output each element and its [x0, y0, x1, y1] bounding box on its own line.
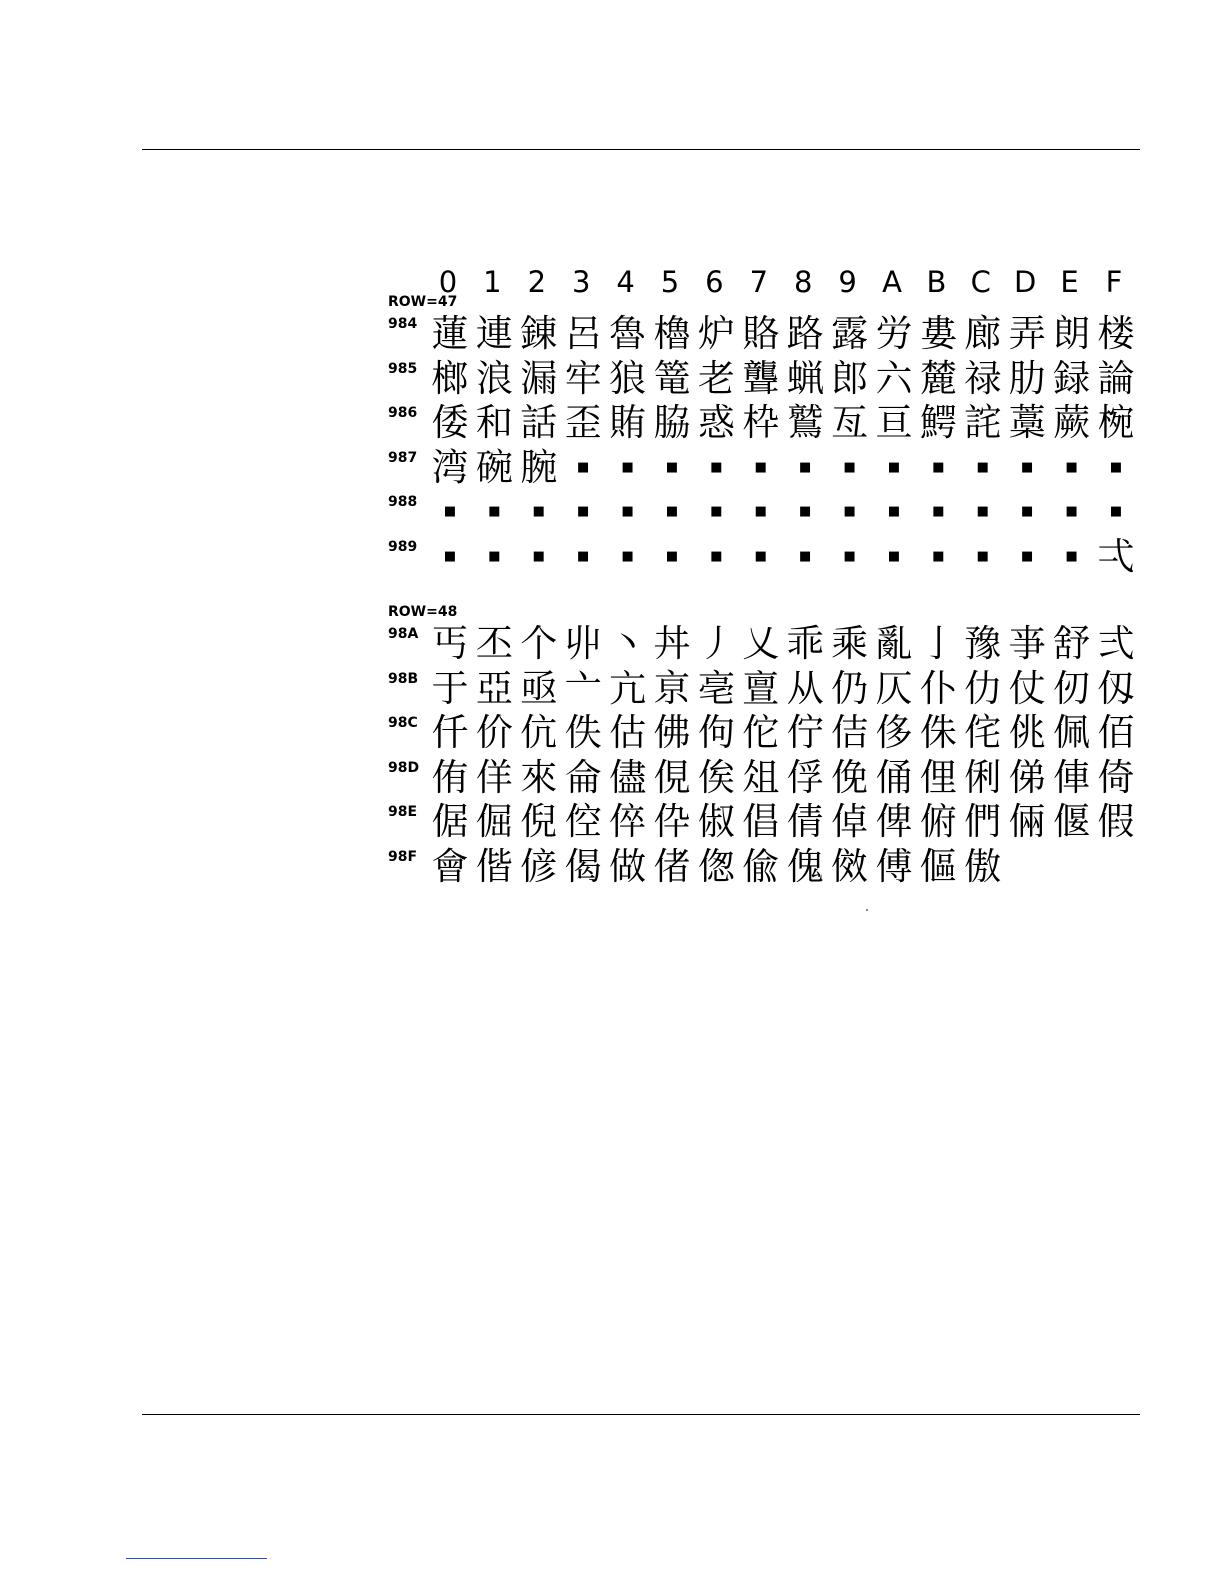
- table-cell: 連: [475, 312, 513, 355]
- table-cell: 丐: [431, 622, 469, 665]
- table-cell: ■: [710, 504, 723, 520]
- footer-rule: [142, 1414, 1140, 1415]
- table-row: [386, 535, 1146, 579]
- table-cell: ■: [932, 504, 945, 520]
- table-cell: ■: [887, 459, 901, 475]
- table-cell: ■: [843, 459, 856, 475]
- table-cell: 丿: [697, 622, 735, 665]
- table-cell: 从: [786, 666, 824, 710]
- table-cell: 聾: [742, 356, 780, 400]
- table-cell: 亟: [520, 666, 558, 710]
- table-cell: 乘: [831, 622, 869, 665]
- table-cell: ■: [532, 549, 545, 564]
- table-cell: 藁: [1008, 401, 1046, 445]
- table-cell: ■: [710, 549, 723, 564]
- table-cell: ■: [621, 504, 634, 520]
- table-cell: 亢: [609, 666, 647, 710]
- table-cell: ■: [532, 504, 545, 520]
- table-cell: 亳: [697, 666, 735, 710]
- table-cell: 路: [786, 312, 824, 355]
- table-cell: 郎: [831, 356, 869, 400]
- table-cell: 歪: [564, 401, 602, 445]
- table-cell: 亰: [653, 666, 691, 710]
- table-cell: 仍: [831, 666, 869, 710]
- table-cell: 佶: [831, 711, 869, 755]
- table-cell: 估: [609, 711, 647, 755]
- table-cell: 价: [475, 711, 513, 755]
- table-cell: 俟: [697, 755, 735, 799]
- column-header-1: 1: [483, 265, 502, 299]
- table-cell: 浪: [475, 356, 513, 400]
- table-cell: ■: [754, 549, 767, 564]
- table-cell: ■: [710, 459, 723, 475]
- table-cell: ■: [887, 549, 901, 564]
- table-cell: 肋: [1008, 356, 1046, 400]
- column-header-F: F: [1105, 265, 1123, 299]
- table-cell: ■: [976, 504, 989, 520]
- column-header-7: 7: [749, 265, 769, 299]
- table-row: [386, 446, 1146, 490]
- column-header-8: 8: [793, 265, 813, 299]
- table-cell: 丼: [653, 622, 691, 665]
- table-cell: 腕: [520, 445, 558, 489]
- table-cell: 牢: [564, 356, 602, 400]
- table-cell: 倡: [742, 800, 780, 844]
- table-cell: 俔: [653, 755, 691, 799]
- table-row: [386, 667, 1146, 711]
- table-cell: 个: [520, 622, 558, 665]
- table-cell: 假: [1097, 800, 1135, 844]
- table-cell: 俤: [1008, 755, 1046, 799]
- row-code: 98B: [388, 670, 419, 687]
- table-cell: ■: [488, 549, 501, 564]
- table-cell: 漏: [520, 356, 558, 400]
- table-cell: 于: [431, 666, 469, 710]
- table-cell: ■: [843, 504, 856, 520]
- table-row: [386, 401, 1146, 445]
- table-cell: 倅: [609, 800, 647, 844]
- table-cell: 蕨: [1053, 401, 1091, 445]
- table-cell: 倔: [475, 800, 513, 844]
- table-cell: 労: [875, 312, 913, 355]
- table-cell: 倨: [431, 800, 469, 844]
- table-cell: 侑: [431, 755, 469, 799]
- table-cell: 倪: [520, 800, 558, 844]
- table-row: [386, 622, 1146, 666]
- table-cell: 榔: [431, 356, 469, 400]
- table-cell: 亙: [831, 401, 869, 445]
- table-cell: 倩: [786, 800, 824, 844]
- table-cell: 麓: [919, 356, 957, 400]
- table-cell: 傴: [919, 845, 957, 888]
- table-cell: 俶: [697, 800, 735, 844]
- table-cell: 亅: [919, 622, 957, 665]
- table-cell: 丶: [609, 622, 647, 665]
- table-cell: 弌: [1097, 535, 1135, 578]
- row-code: 984: [388, 316, 418, 332]
- table-cell: 碗: [475, 445, 513, 489]
- table-cell: 詫: [964, 401, 1002, 445]
- table-cell: ■: [1065, 459, 1078, 475]
- code-table: [386, 264, 1146, 904]
- table-cell: 蝋: [786, 356, 824, 400]
- section-label: ROW=47: [388, 294, 458, 310]
- table-cell: 傲: [964, 845, 1002, 888]
- column-header-3: 3: [571, 265, 591, 299]
- table-cell: 惑: [697, 401, 735, 445]
- section-label: ROW=48: [388, 604, 458, 620]
- column-header-E: E: [1060, 265, 1079, 299]
- table-cell: 倚: [1097, 755, 1135, 799]
- table-cell: ■: [1109, 459, 1123, 475]
- table-cell: 湾: [431, 445, 469, 489]
- row-code: 986: [388, 405, 418, 422]
- table-cell: ■: [488, 504, 501, 520]
- table-cell: ■: [799, 549, 812, 564]
- table-cell: 伉: [520, 711, 558, 755]
- table-cell: 仗: [1008, 666, 1046, 710]
- table-cell: 偸: [742, 845, 780, 888]
- table-cell: 傚: [831, 845, 869, 888]
- table-cell: 俾: [875, 800, 913, 844]
- table-cell: 俘: [786, 755, 824, 799]
- table-cell: 仂: [964, 666, 1002, 710]
- table-cell: 侏: [919, 711, 957, 755]
- table-cell: 亊: [1008, 622, 1046, 665]
- table-cell: 們: [964, 800, 1002, 844]
- table-cell: 仄: [875, 666, 913, 710]
- table-cell: ■: [1109, 504, 1123, 520]
- table-cell: 仟: [431, 711, 469, 755]
- column-header-2: 2: [527, 265, 547, 299]
- table-cell: 會: [431, 845, 469, 888]
- table-cell: 呂: [564, 312, 602, 355]
- table-row: [386, 800, 1146, 844]
- row-code: 98D: [388, 759, 420, 776]
- table-cell: 豫: [964, 622, 1002, 665]
- table-cell: ■: [1021, 504, 1034, 520]
- table-cell: ■: [1065, 504, 1078, 520]
- column-header-9: 9: [838, 265, 857, 299]
- table-row: [386, 711, 1146, 755]
- table-cell: 仭: [1097, 666, 1135, 710]
- table-cell: 佛: [653, 711, 691, 755]
- table-cell: ■: [1021, 459, 1034, 475]
- table-row: [386, 312, 1146, 356]
- table-cell: 偈: [564, 845, 602, 888]
- header-rule: [142, 149, 1140, 150]
- row-code: 98A: [388, 626, 419, 642]
- table-cell: 來: [520, 755, 558, 799]
- table-cell: ■: [577, 504, 590, 520]
- table-cell: 枠: [742, 401, 780, 445]
- table-cell: 賄: [609, 401, 647, 445]
- table-cell: 佰: [1097, 711, 1135, 755]
- row-code: 988: [388, 494, 418, 511]
- table-cell: 偃: [1053, 800, 1091, 844]
- table-cell: 佚: [564, 711, 602, 755]
- table-cell: 錬: [520, 312, 558, 355]
- table-cell: [1050, 845, 1094, 889]
- table-cell: 俐: [964, 755, 1002, 799]
- table-cell: 偖: [653, 845, 691, 888]
- table-cell: 傀: [786, 845, 824, 888]
- table-cell: 佻: [1008, 711, 1046, 755]
- row-code: 989: [388, 539, 418, 555]
- column-header-D: D: [1014, 265, 1037, 299]
- table-cell: 弄: [1008, 312, 1046, 355]
- table-cell: 亞: [475, 666, 513, 710]
- table-cell: 椀: [1097, 401, 1135, 445]
- column-header-C: C: [970, 265, 991, 299]
- table-cell: ■: [754, 459, 767, 475]
- table-cell: 倥: [564, 800, 602, 844]
- table-cell: ■: [754, 504, 767, 520]
- table-cell: 老: [697, 356, 735, 400]
- scan-speck: [866, 909, 868, 911]
- table-cell: 和: [475, 401, 513, 445]
- table-cell: 篭: [653, 356, 691, 400]
- table-row: [386, 756, 1146, 800]
- table-cell: 櫓: [653, 312, 691, 355]
- table-cell: ■: [887, 504, 901, 520]
- table-cell: 俑: [875, 755, 913, 799]
- table-cell: 丱: [564, 622, 602, 665]
- table-cell: 侖: [564, 755, 602, 799]
- table-cell: ■: [1021, 549, 1034, 564]
- table-cell: ■: [577, 549, 590, 564]
- table-cell: 亘: [875, 401, 913, 445]
- table-cell: 露: [831, 312, 869, 355]
- table-cell: 俯: [919, 800, 957, 844]
- table-cell: ■: [443, 504, 457, 520]
- table-cell: 廊: [964, 312, 1002, 355]
- table-cell: ■: [621, 459, 634, 475]
- table-cell: ■: [976, 459, 989, 475]
- table-cell: 録: [1053, 356, 1091, 400]
- table-cell: 仆: [919, 666, 957, 710]
- table-cell: 炉: [697, 312, 735, 355]
- row-code: 985: [388, 360, 418, 377]
- footer-link-underline[interactable]: [126, 1558, 267, 1559]
- table-cell: 侘: [964, 711, 1002, 755]
- table-cell: [1005, 845, 1049, 889]
- table-cell: ■: [621, 549, 634, 564]
- table-cell: 賂: [742, 312, 780, 355]
- table-cell: 佗: [742, 711, 780, 755]
- table-cell: ■: [443, 549, 457, 564]
- table-cell: 俛: [831, 755, 869, 799]
- table-cell: 朗: [1053, 312, 1091, 355]
- table-cell: 伜: [653, 800, 691, 844]
- row-code: 987: [388, 449, 418, 466]
- table-cell: 話: [520, 401, 558, 445]
- table-cell: 論: [1097, 356, 1135, 400]
- table-cell: ■: [665, 504, 679, 520]
- table-row: [386, 490, 1146, 534]
- table-cell: 鷲: [786, 401, 824, 445]
- table-cell: 佇: [786, 711, 824, 755]
- table-cell: [1094, 845, 1138, 889]
- table-cell: 狼: [609, 356, 647, 400]
- row-code: 98F: [388, 849, 418, 865]
- table-cell: 做: [609, 845, 647, 888]
- table-cell: 舒: [1053, 622, 1091, 665]
- table-cell: 魯: [609, 312, 647, 355]
- table-cell: 弍: [1097, 622, 1135, 665]
- column-header-B: B: [926, 265, 947, 299]
- table-cell: 蓮: [431, 312, 469, 355]
- table-cell: ■: [1065, 549, 1078, 564]
- table-cell: 俥: [1053, 755, 1091, 799]
- table-cell: 倭: [431, 401, 469, 445]
- table-cell: 亂: [875, 622, 913, 665]
- table-cell: 倆: [1008, 800, 1046, 844]
- table-cell: ■: [932, 549, 945, 564]
- table-cell: ■: [976, 549, 989, 564]
- table-cell: 乂: [742, 622, 780, 665]
- table-cell: 丕: [475, 622, 513, 665]
- table-cell: 偕: [475, 845, 513, 888]
- table-cell: ■: [799, 459, 812, 475]
- table-cell: 脇: [653, 401, 691, 445]
- column-header-A: A: [882, 265, 902, 299]
- table-cell: 儘: [609, 755, 647, 799]
- table-cell: 禄: [964, 356, 1002, 400]
- table-cell: ■: [577, 459, 590, 475]
- table-cell: 佝: [697, 711, 735, 755]
- table-cell: 侈: [875, 711, 913, 755]
- table-cell: 楼: [1097, 312, 1135, 355]
- table-cell: 俎: [742, 755, 780, 799]
- column-header-row: [386, 264, 1146, 300]
- table-cell: ■: [665, 549, 679, 564]
- row-code: 98E: [388, 804, 418, 821]
- table-cell: 俚: [919, 755, 957, 799]
- column-header-5: 5: [660, 265, 680, 299]
- column-header-0: 0: [438, 265, 458, 299]
- table-cell: 乖: [786, 622, 824, 665]
- table-cell: ■: [799, 504, 812, 520]
- table-cell: ■: [843, 549, 856, 564]
- table-cell: 佯: [475, 755, 513, 799]
- table-cell: 佩: [1053, 711, 1091, 755]
- table-cell: 偐: [520, 845, 558, 888]
- table-cell: 偬: [697, 845, 735, 888]
- table-cell: 亠: [564, 666, 602, 710]
- table-cell: 鰐: [919, 401, 957, 445]
- table-cell: 倬: [831, 800, 869, 844]
- table-cell: 亶: [742, 666, 780, 710]
- table-cell: 傅: [875, 845, 913, 888]
- table-cell: ■: [932, 459, 945, 475]
- column-header-6: 6: [705, 265, 724, 299]
- table-cell: 六: [875, 356, 913, 400]
- table-cell: 婁: [919, 312, 957, 355]
- table-row: [386, 357, 1146, 401]
- table-row: [386, 845, 1146, 889]
- row-code: 98C: [388, 715, 418, 732]
- table-cell: 仞: [1053, 666, 1091, 710]
- column-header-4: 4: [616, 265, 635, 299]
- table-cell: ■: [665, 459, 679, 475]
